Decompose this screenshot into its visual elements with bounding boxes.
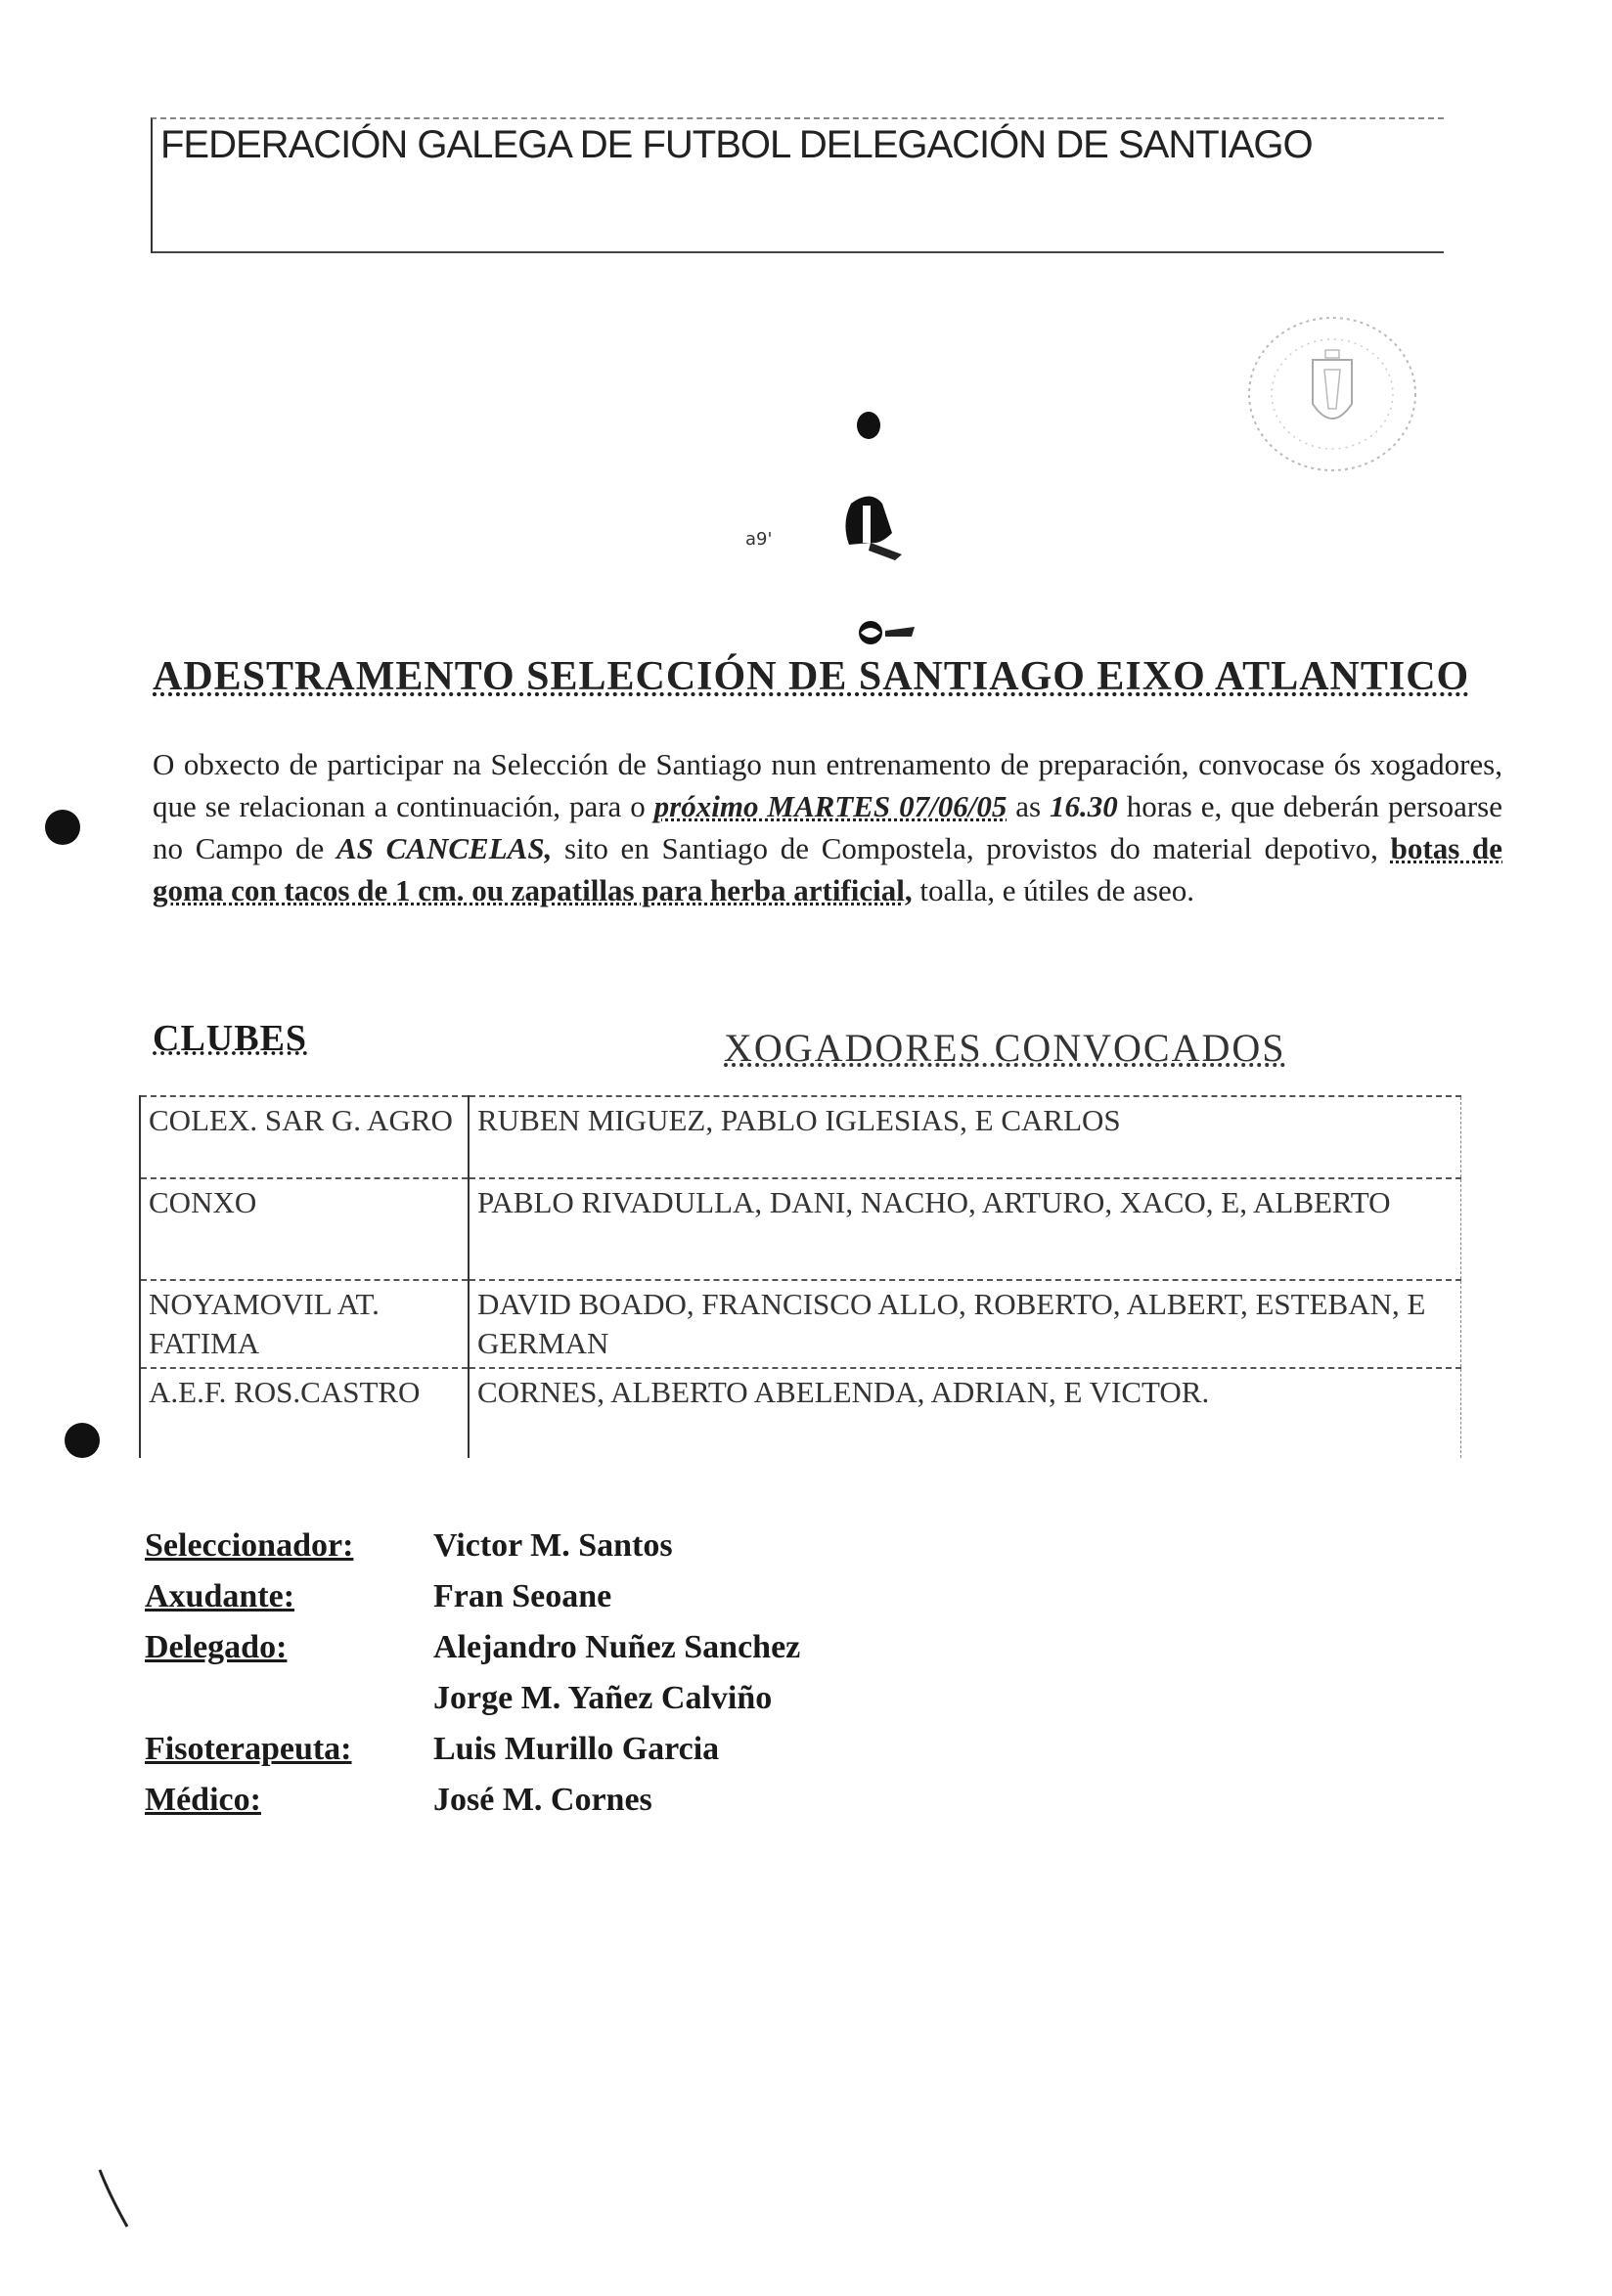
table-row <box>140 1096 1461 1178</box>
clubs-heading: CLUBES <box>153 1018 308 1059</box>
punch-hole-icon <box>65 1423 100 1458</box>
table-row <box>140 1368 1461 1458</box>
staff-row <box>145 1724 800 1775</box>
body-text-5: toalla, e útiles de aseo. <box>912 873 1195 907</box>
document-title: ADESTRAMENTO SELECCIÓN DE SANTIAGO EIXO ATLANTICO <box>153 654 1470 699</box>
training-venue: AS CANCELAS, <box>336 831 553 865</box>
players-cell: DAVID BOADO, FRANCISCO ALLO, ROBERTO, ALBERT, ESTEBAN, E GERMAN <box>469 1280 1461 1368</box>
staff-role: Médico: <box>145 1782 261 1818</box>
staff-row <box>145 1571 800 1622</box>
staff-name: Fran Seoane <box>433 1578 612 1614</box>
staff-name: Jorge M. Yañez Calviño <box>433 1680 773 1716</box>
staff-role: Axudante: <box>145 1578 295 1614</box>
staff-name: Victor M. Santos <box>433 1527 673 1564</box>
staff-list <box>145 1521 800 1826</box>
body-text-4: sito en Santiago de Compostela, provistos do material depotivo, <box>552 831 1391 865</box>
federation-seal-icon <box>1234 311 1420 477</box>
equipment-note: botas de goma con tacos de 1 cm. ou zapatillas para herba artificial, <box>153 831 1503 907</box>
svg-text:a9': a9' <box>745 529 773 550</box>
table-row <box>140 1178 1461 1280</box>
club-cell: A.E.F. ROS.CASTRO <box>140 1368 469 1458</box>
staff-row <box>145 1775 800 1826</box>
training-time: 16.30 <box>1050 789 1118 823</box>
punch-hole-icon <box>45 810 80 845</box>
body-text-3: horas e, que deberán persoarse no Campo de <box>153 789 1502 865</box>
players-cell: PABLO RIVADULLA, DANI, NACHO, ARTURO, XACO, E, ALBERTO <box>469 1178 1461 1280</box>
staff-name: José M. Cornes <box>433 1782 652 1818</box>
federation-header: FEDERACIÓN GALEGA DE FUTBOL DELEGACIÓN DE SANTIAGO <box>160 123 1313 166</box>
staff-role <box>145 1673 433 1724</box>
body-text-1: O obxecto de participar na Selección de Santiago nun entrenamento de preparación, convocase ós xogadores, que se relacionan a continuación, para o <box>153 747 1502 823</box>
staff-row <box>145 1673 800 1724</box>
club-cell: COLEX. SAR G. AGRO <box>140 1096 469 1178</box>
staff-row <box>145 1521 800 1571</box>
players-table <box>139 1095 1461 1458</box>
staff-row <box>145 1622 800 1673</box>
players-heading: XOGADORES CONVOCADOS <box>724 1026 1286 1070</box>
football-player-logo-icon <box>724 396 939 660</box>
staff-name: Luis Murillo Garcia <box>433 1731 720 1767</box>
players-cell: CORNES, ALBERTO ABELENDA, ADRIAN, E VICTOR. <box>469 1368 1461 1458</box>
staff-name: Alejandro Nuñez Sanchez <box>433 1629 801 1665</box>
table-row <box>140 1280 1461 1368</box>
staff-role: Seleccionador: <box>145 1527 354 1564</box>
training-date: próximo MARTES 07/06/05 <box>653 789 1008 823</box>
body-text-2: as <box>1007 789 1051 823</box>
stray-mark-icon <box>96 2166 135 2234</box>
players-cell: RUBEN MIGUEZ, PABLO IGLESIAS, E CARLOS <box>469 1096 1461 1178</box>
club-cell: NOYAMOVIL AT. FATIMA <box>140 1280 469 1368</box>
staff-role: Fisoterapeuta: <box>145 1731 352 1767</box>
staff-role: Delegado: <box>145 1629 288 1665</box>
convocation-paragraph <box>153 743 1502 911</box>
club-cell: CONXO <box>140 1178 469 1280</box>
